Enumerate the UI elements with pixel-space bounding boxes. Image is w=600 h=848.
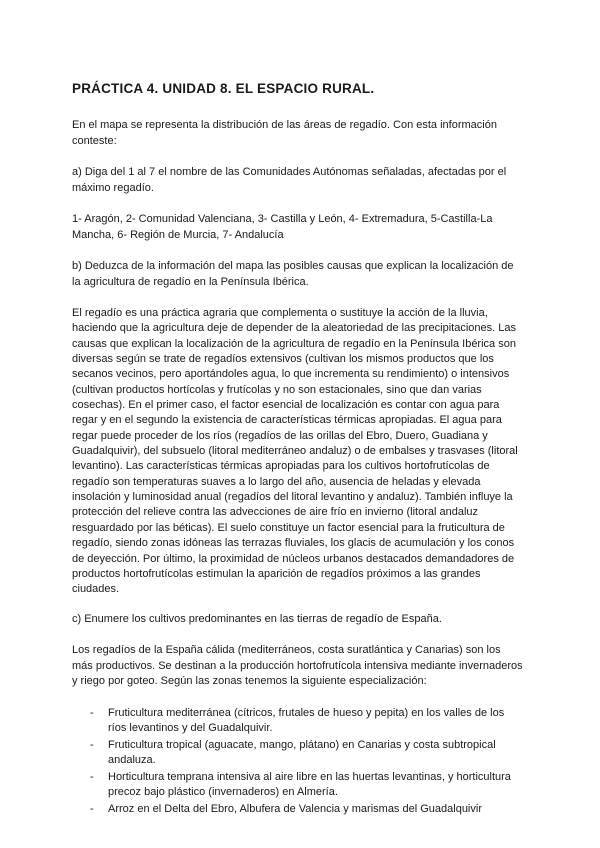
answer-a: 1- Aragón, 2- Comunidad Valenciana, 3- Castilla y León, 4- Extremadura, 5-Castilla-La Mancha, 6- Región de Murcia, 7- Andalucía <box>72 213 493 241</box>
bullet-dash: - <box>90 706 94 719</box>
list-item <box>72 770 524 801</box>
list-item-text: Fruticultura tropical (aguacate, mango, plátano) en Canarias y costa subtropical andaluza. <box>108 738 496 767</box>
question-b: b) Deduzca de la información del mapa las posibles causas que explican la localización de la agricultura de regadío en la Península Ibérica. <box>72 260 514 288</box>
bullet-dash: - <box>90 738 94 751</box>
list-item <box>72 738 524 769</box>
document-page <box>72 80 524 818</box>
list-item <box>72 706 524 737</box>
page-title: PRÁCTICA 4. UNIDAD 8. EL ESPACIO RURAL. <box>72 81 375 96</box>
bullet-dash: - <box>90 802 94 815</box>
intro-paragraph: En el mapa se representa la distribución de las áreas de regadío. Con esta información conteste: <box>72 119 497 147</box>
crop-list <box>72 706 524 818</box>
answer-c-intro: Los regadíos de la España cálida (mediterráneos, costa suratlántica y Canarias) son los más productivos. Se destinan a la producción hortofrutícola intensiva mediante invernaderos y riego por goteo. Según las zonas tenemos la siguiente especialización: <box>72 644 523 688</box>
question-a: a) Diga del 1 al 7 el nombre de las Comunidades Autónomas señaladas, afectadas por el máximo regadío. <box>72 166 507 194</box>
list-item <box>72 802 524 818</box>
list-item-text: Horticultura temprana intensiva al aire libre en las huertas levantinas, y horticultura precoz bajo plástico (invernaderos) en Almería. <box>108 770 511 799</box>
list-item-text: Fruticultura mediterránea (cítricos, frutales de hueso y pepita) en los valles de los ríos levantinos y del Guadalquivir. <box>108 706 505 735</box>
list-item-text: Arroz en el Delta del Ebro, Albufera de Valencia y marismas del Guadalquivir <box>108 802 482 815</box>
answer-b: El regadío es una práctica agraria que complementa o sustituye la acción de la lluvia, haciendo que la agricultura deje de depender de la aleatoriedad de las precipitaciones. Las causas que explican la localización de la agricultura de regadío en la Península Ibérica son diversas según se trate de regadíos extensivos (cultivan los mismos productos que los secanos vecinos, pero aportándoles agua, lo que incrementa su rendimiento) o intensivos (cultivan productos hortícolas y frutícolas y no son estacionales, sino que dan varias cosechas). En el primer caso, el factor esencial de localización es contar con agua para regar y en el segundo la existencia de características térmicas apropiadas. El agua para regar puede proceder de los ríos (regadíos de las orillas del Ebro, Duero, Guadiana y Guadalquivir), del subsuelo (litoral mediterráneo andaluz) o de embalses y trasvases (litoral levantino). Las características térmicas apropiadas para los cultivos hortofrutícolas de regadío son temperaturas suaves a lo largo del año, ausencia de heladas y elevada insolación y luminosidad anual (regadíos del litoral levantino y andaluz). También influye la protección del relieve contra las advecciones de aire frío en invierno (litoral andaluz resguardado por las béticas). El suelo constituye un factor esencial para la fruticultura de regadío, siendo zonas idóneas las terrazas fluviales, los glacis de acumulación y los conos de deyección. Por último, la proximidad de núcleos urbanos destacados demandadores de productos hortofrutícolas estimulan la aparición de regadíos próximos a las grandes ciudades. <box>72 307 518 596</box>
question-c: c) Enumere los cultivos predominantes en las tierras de regadío de España. <box>72 612 442 625</box>
bullet-dash: - <box>90 770 94 783</box>
